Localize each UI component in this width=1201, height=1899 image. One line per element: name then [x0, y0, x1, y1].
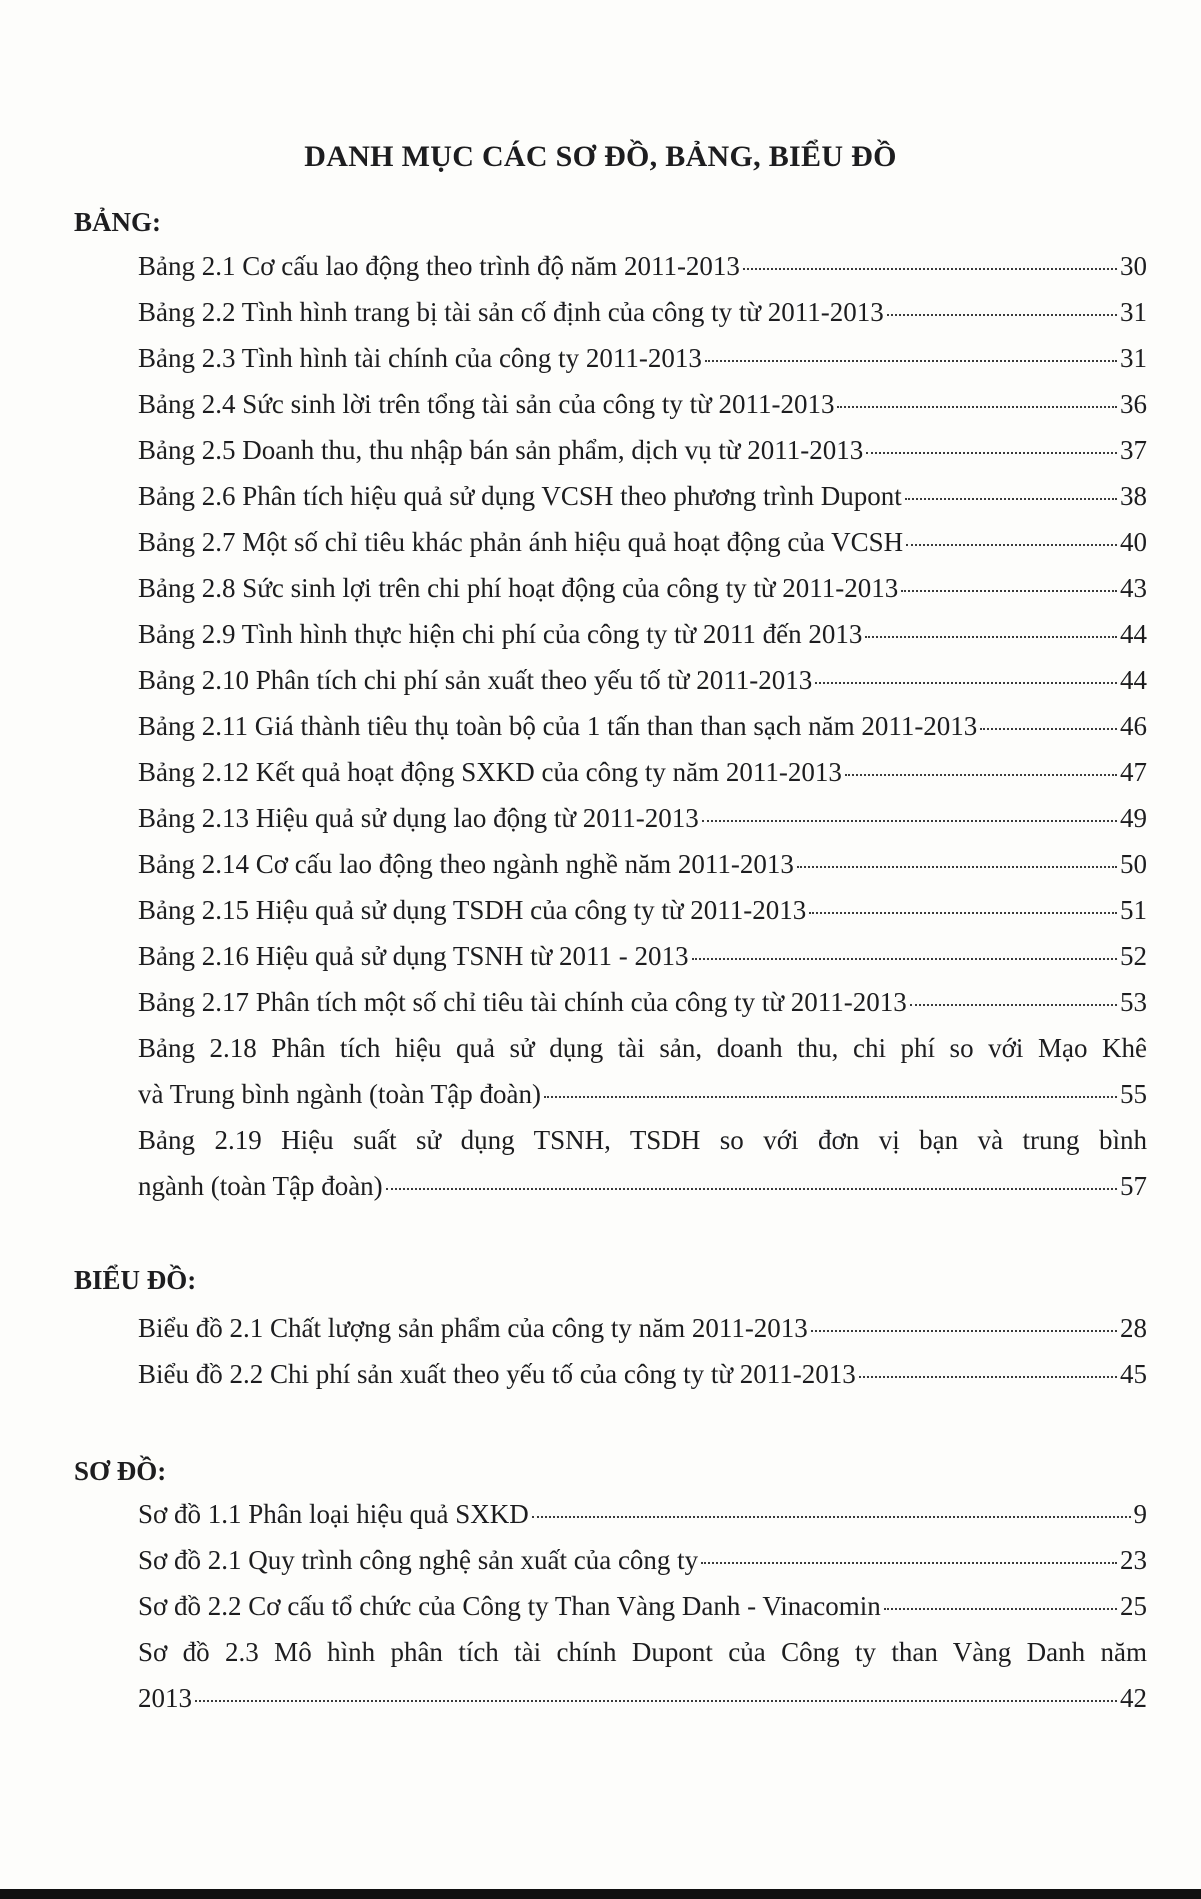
toc-entry-page: 28 — [1120, 1313, 1147, 1343]
toc-entry[interactable] — [138, 1537, 1147, 1583]
page-title: DANH MỤC CÁC SƠ ĐỒ, BẢNG, BIỂU ĐỒ — [304, 140, 897, 173]
toc-entry-text: Biểu đồ 2.1 Chất lượng sản phẩm của công ty năm 2011-2013 — [138, 1313, 808, 1343]
toc-list-bang — [138, 243, 1147, 1209]
toc-entry[interactable] — [138, 1305, 1147, 1351]
toc-entry-page: 38 — [1120, 481, 1147, 511]
toc-entry-page: 37 — [1120, 435, 1147, 465]
toc-entry-page: 23 — [1120, 1545, 1147, 1575]
dot-leader — [809, 912, 1117, 914]
toc-entry-text: Bảng 2.15 Hiệu quả sử dụng TSDH của công ty từ 2011-2013 — [138, 895, 807, 925]
toc-entry[interactable] — [138, 657, 1147, 703]
toc-entry-page: 44 — [1120, 619, 1147, 649]
toc-entry-text-line2: 2013 — [138, 1683, 192, 1713]
toc-entry-text: Sơ đồ 1.1 Phân loại hiệu quả SXKD — [138, 1499, 529, 1529]
toc-entry-text: Bảng 2.13 Hiệu quả sử dụng lao động từ 2011-2013 — [138, 803, 699, 833]
toc-entry-page: 30 — [1120, 251, 1147, 281]
toc-entry-text-line2: và Trung bình ngành (toàn Tập đoàn) — [138, 1079, 541, 1109]
toc-entry-page: 43 — [1120, 573, 1147, 603]
dot-leader — [532, 1516, 1131, 1518]
toc-entry-text: Bảng 2.5 Doanh thu, thu nhập bán sản phẩm, dịch vụ từ 2011-2013 — [138, 435, 864, 465]
toc-entry[interactable] — [138, 381, 1147, 427]
dot-leader — [865, 636, 1117, 638]
toc-entry-page: 40 — [1120, 527, 1147, 557]
dot-leader — [743, 268, 1117, 270]
toc-entry-text: Bảng 2.8 Sức sinh lợi trên chi phí hoạt động của công ty từ 2011-2013 — [138, 573, 899, 603]
toc-entry-text: Bảng 2.1 Cơ cấu lao động theo trình độ năm 2011-2013 — [138, 251, 740, 281]
toc-entry[interactable] — [138, 887, 1147, 933]
toc-entry[interactable] — [138, 289, 1147, 335]
dot-leader — [859, 1376, 1117, 1378]
toc-entry-text: Bảng 2.10 Phân tích chi phí sản xuất theo yếu tố từ 2011-2013 — [138, 665, 813, 695]
dot-leader — [815, 682, 1117, 684]
toc-entry-text: Bảng 2.17 Phân tích một số chỉ tiêu tài chính của công ty từ 2011-2013 — [138, 987, 907, 1017]
toc-entry-text: Bảng 2.6 Phân tích hiệu quả sử dụng VCSH theo phương trình Dupont — [138, 481, 902, 511]
section-heading-bang: BẢNG: — [74, 207, 161, 237]
toc-entry[interactable] — [138, 1351, 1147, 1397]
toc-entry[interactable] — [138, 979, 1147, 1025]
toc-entry-multiline[interactable] — [138, 1117, 1147, 1209]
toc-entry-text: Bảng 2.11 Giá thành tiêu thụ toàn bộ của 1 tấn than than sạch năm 2011-2013 — [138, 711, 978, 741]
toc-entry-page: 45 — [1120, 1359, 1147, 1389]
dot-leader — [544, 1096, 1117, 1098]
dot-leader — [884, 1608, 1117, 1610]
toc-entry[interactable] — [138, 933, 1147, 979]
toc-entry[interactable] — [138, 611, 1147, 657]
toc-list-bieu-do — [138, 1305, 1147, 1397]
toc-entry-page: 50 — [1120, 849, 1147, 879]
toc-entry-text: Bảng 2.16 Hiệu quả sử dụng TSNH từ 2011 - 2013 — [138, 941, 689, 971]
toc-entry-page: 46 — [1120, 711, 1147, 741]
toc-entry-multiline[interactable] — [138, 1629, 1147, 1721]
dot-leader — [837, 406, 1117, 408]
toc-entry[interactable] — [138, 427, 1147, 473]
dot-leader — [811, 1330, 1117, 1332]
section-heading-so-do: SƠ ĐỒ: — [74, 1456, 167, 1486]
dot-leader — [797, 866, 1117, 868]
toc-entry[interactable] — [138, 1491, 1147, 1537]
toc-entry-page: 47 — [1120, 757, 1147, 787]
toc-entry-text: Bảng 2.14 Cơ cấu lao động theo ngành nghề năm 2011-2013 — [138, 849, 794, 879]
toc-entry[interactable] — [138, 841, 1147, 887]
toc-entry-text-line1: Bảng 2.18 Phân tích hiệu quả sử dụng tài sản, doanh thu, chi phí so với Mạo Khê — [138, 1033, 1147, 1063]
scan-bottom-edge — [0, 1889, 1201, 1899]
section-heading-bieu-do: BIỂU ĐỒ: — [74, 1265, 197, 1295]
dot-leader — [705, 360, 1117, 362]
dot-leader — [910, 1004, 1117, 1006]
dot-leader — [866, 452, 1117, 454]
toc-entry-page: 31 — [1120, 297, 1147, 327]
dot-leader — [701, 1562, 1117, 1564]
dot-leader — [980, 728, 1117, 730]
toc-entry-page: 52 — [1120, 941, 1147, 971]
dot-leader — [905, 498, 1117, 500]
toc-entry[interactable] — [138, 795, 1147, 841]
toc-entry-page: 9 — [1133, 1499, 1147, 1529]
dot-leader — [887, 314, 1117, 316]
toc-entry-text: Sơ đồ 2.1 Quy trình công nghệ sản xuất của công ty — [138, 1545, 699, 1575]
toc-entry-text: Bảng 2.12 Kết quả hoạt động SXKD của công ty năm 2011-2013 — [138, 757, 842, 787]
toc-entry-page: 49 — [1120, 803, 1147, 833]
dot-leader — [386, 1188, 1117, 1190]
dot-leader — [901, 590, 1117, 592]
toc-entry[interactable] — [138, 519, 1147, 565]
dot-leader — [195, 1700, 1117, 1702]
toc-entry[interactable] — [138, 1583, 1147, 1629]
toc-entry-page: 53 — [1120, 987, 1147, 1017]
toc-entry-page: 31 — [1120, 343, 1147, 373]
toc-entry-text: Bảng 2.9 Tình hình thực hiện chi phí của công ty từ 2011 đến 2013 — [138, 619, 863, 649]
toc-entry-text: Bảng 2.7 Một số chỉ tiêu khác phản ánh hiệu quả hoạt động của VCSH — [138, 527, 904, 557]
toc-entry[interactable] — [138, 703, 1147, 749]
toc-list-so-do — [138, 1491, 1147, 1721]
toc-entry-page: 44 — [1120, 665, 1147, 695]
toc-entry-text: Bảng 2.3 Tình hình tài chính của công ty 2011-2013 — [138, 343, 702, 373]
toc-entry[interactable] — [138, 243, 1147, 289]
toc-entry[interactable] — [138, 565, 1147, 611]
toc-entry-page: 36 — [1120, 389, 1147, 419]
dot-leader — [906, 544, 1117, 546]
toc-entry-text: Bảng 2.4 Sức sinh lời trên tổng tài sản của công ty từ 2011-2013 — [138, 389, 835, 419]
toc-entry[interactable] — [138, 335, 1147, 381]
toc-entry-text: Bảng 2.2 Tình hình trang bị tài sản cố định của công ty từ 2011-2013 — [138, 297, 884, 327]
toc-entry-text: Biểu đồ 2.2 Chi phí sản xuất theo yếu tố của công ty từ 2011-2013 — [138, 1359, 856, 1389]
toc-entry-text-line1: Sơ đồ 2.3 Mô hình phân tích tài chính Dupont của Công ty than Vàng Danh năm — [138, 1637, 1147, 1667]
toc-entry-page: 25 — [1120, 1591, 1147, 1621]
toc-entry-page: 57 — [1120, 1171, 1147, 1201]
toc-entry-page: 42 — [1120, 1683, 1147, 1713]
dot-leader — [702, 820, 1117, 822]
dot-leader — [692, 958, 1118, 960]
toc-entry[interactable] — [138, 749, 1147, 795]
toc-entry[interactable] — [138, 473, 1147, 519]
toc-entry-page: 55 — [1120, 1079, 1147, 1109]
toc-entry-text: Sơ đồ 2.2 Cơ cấu tổ chức của Công ty Than Vàng Danh - Vinacomin — [138, 1591, 881, 1621]
toc-entry-text-line1: Bảng 2.19 Hiệu suất sử dụng TSNH, TSDH so với đơn vị bạn và trung bình — [138, 1125, 1147, 1155]
dot-leader — [845, 774, 1117, 776]
toc-entry-multiline[interactable] — [138, 1025, 1147, 1117]
toc-entry-page: 51 — [1120, 895, 1147, 925]
toc-entry-text-line2: ngành (toàn Tập đoàn) — [138, 1171, 383, 1201]
